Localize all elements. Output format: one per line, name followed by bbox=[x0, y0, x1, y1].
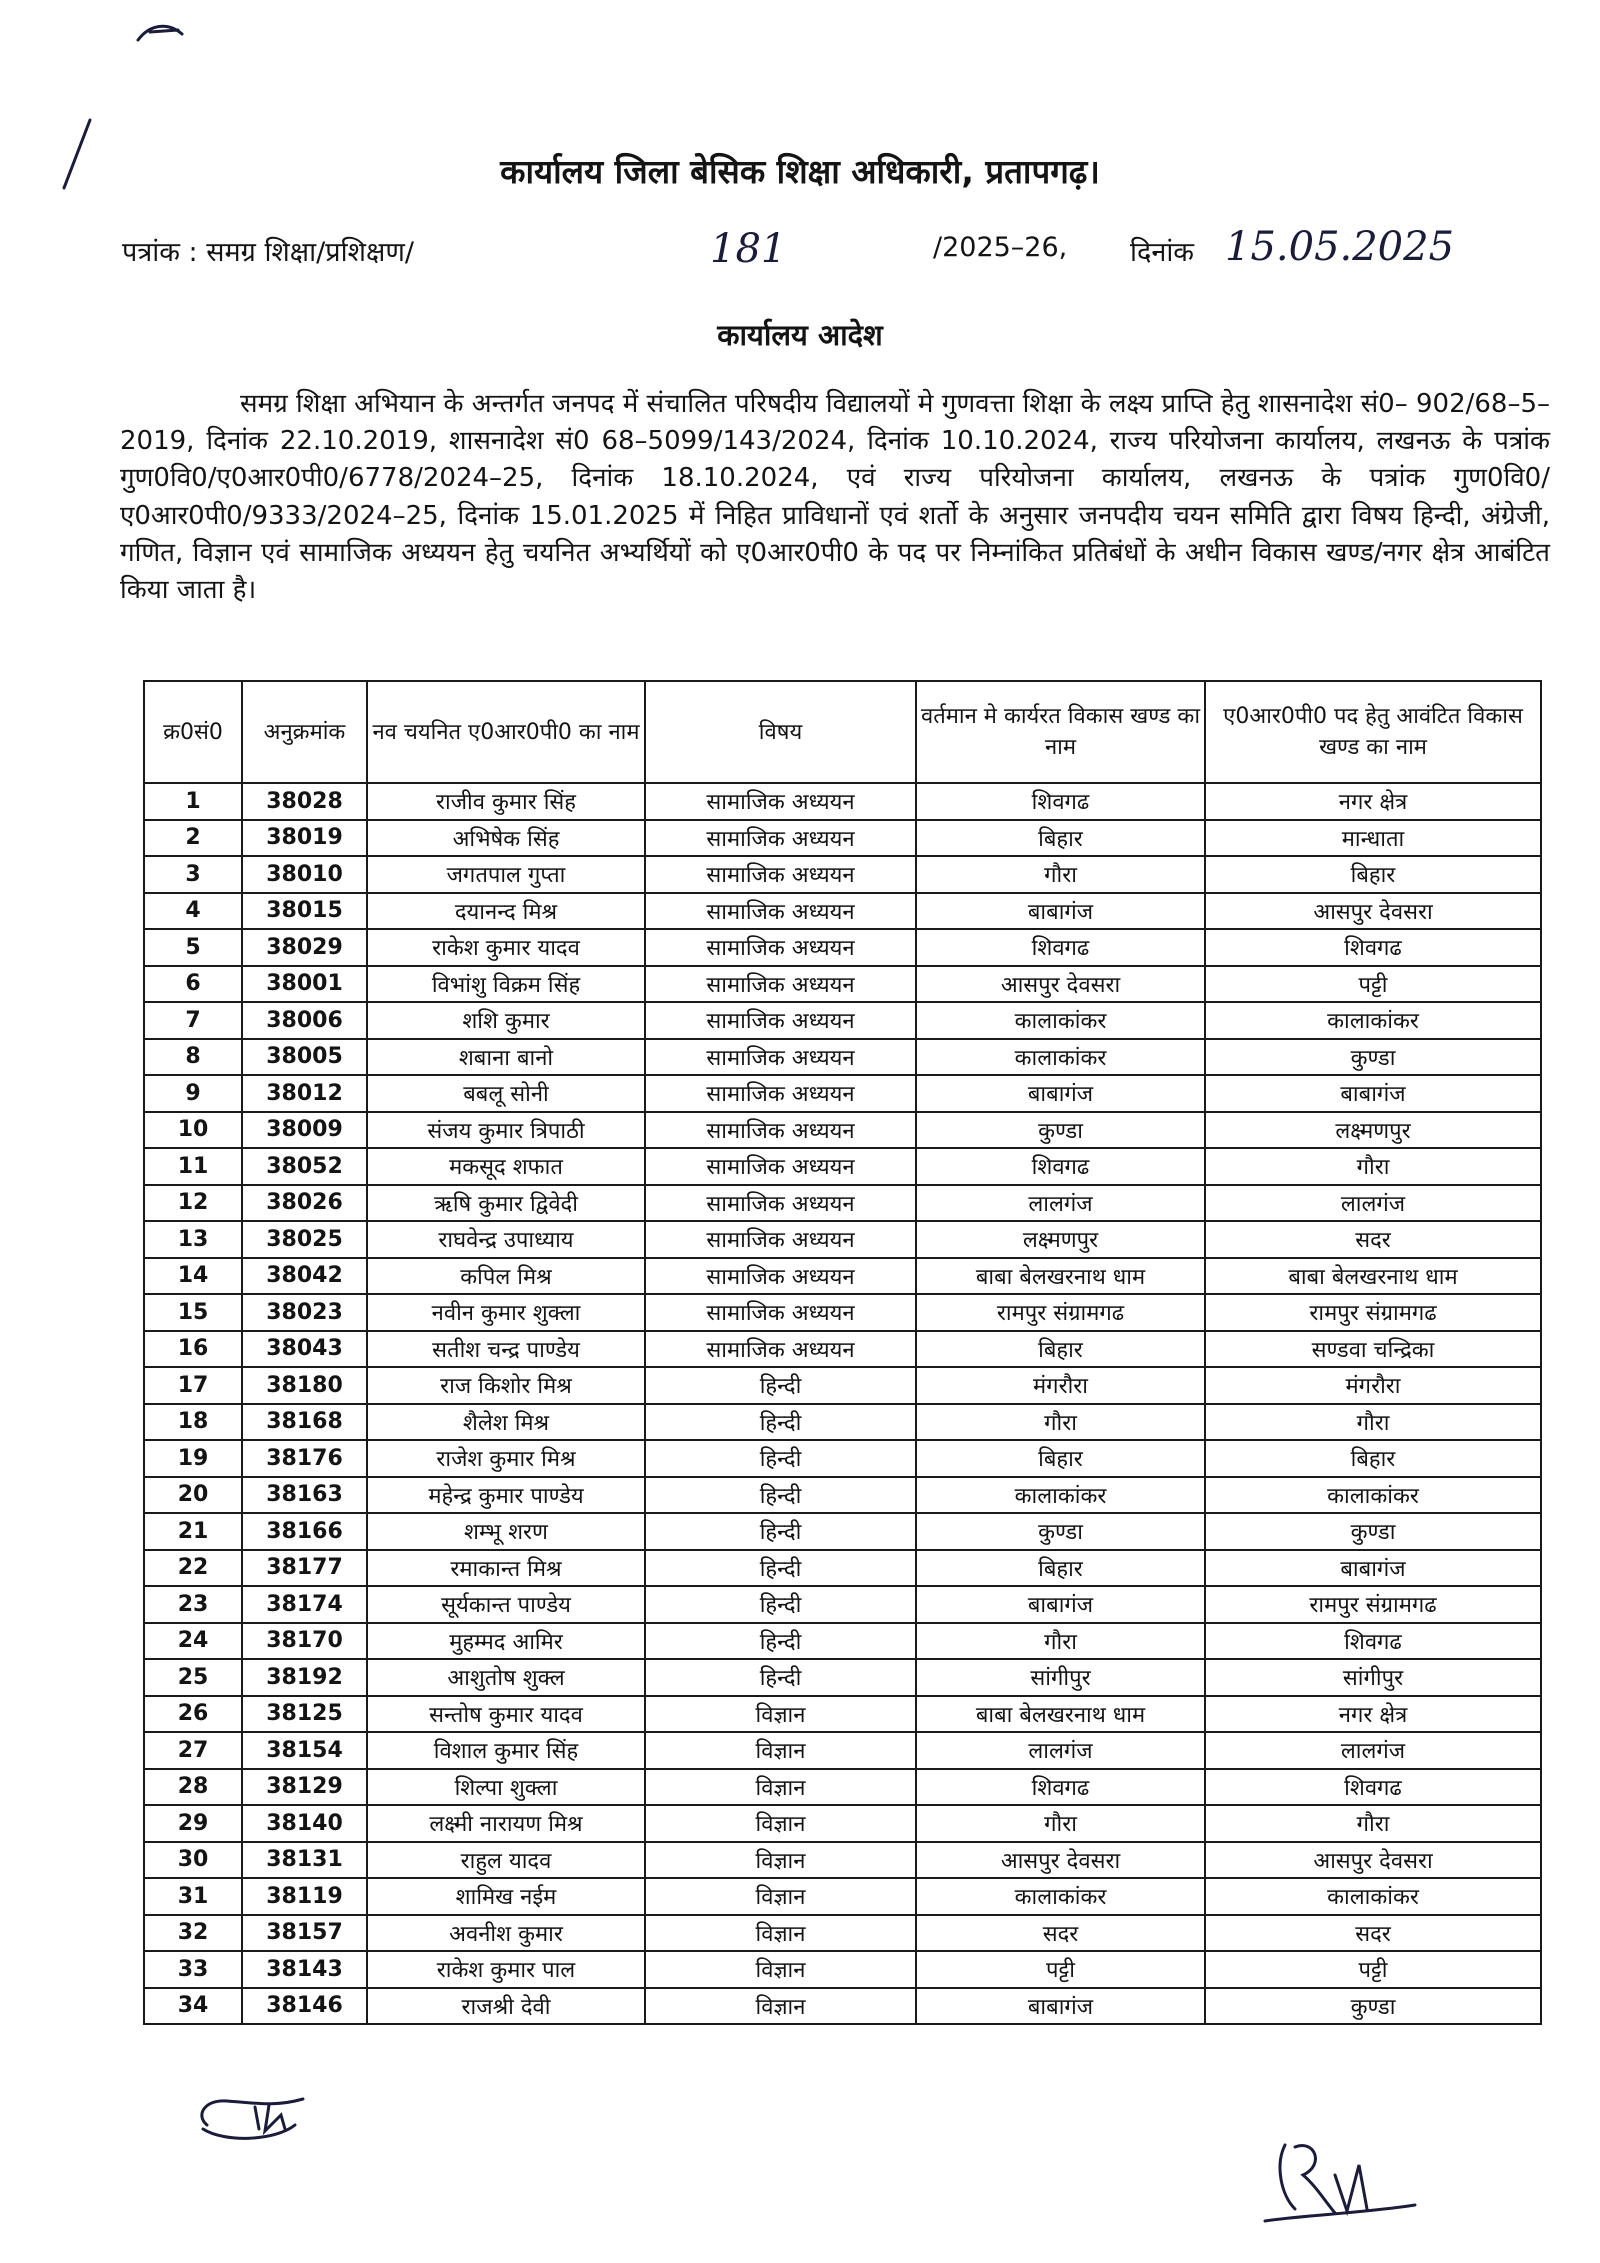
table-row bbox=[144, 1440, 1541, 1477]
table-row bbox=[144, 1769, 1541, 1806]
row-allotted-block: सण्डवा चन्द्रिका bbox=[1205, 1331, 1541, 1368]
table-header-row bbox=[144, 681, 1541, 783]
order-heading: कार्यालय आदेश bbox=[717, 318, 883, 352]
row-roll-number: 38043 bbox=[242, 1331, 367, 1368]
row-roll-number: 38163 bbox=[242, 1477, 367, 1514]
table-row bbox=[144, 966, 1541, 1003]
row-subject: सामाजिक अध्ययन bbox=[645, 1075, 916, 1112]
row-name: नवीन कुमार शुक्ला bbox=[367, 1294, 645, 1331]
row-roll-number: 38125 bbox=[242, 1696, 367, 1733]
row-roll-number: 38119 bbox=[242, 1878, 367, 1915]
row-serial: 5 bbox=[144, 929, 242, 966]
row-roll-number: 38143 bbox=[242, 1951, 367, 1988]
row-subject: सामाजिक अध्ययन bbox=[645, 1148, 916, 1185]
row-subject: हिन्दी bbox=[645, 1550, 916, 1587]
row-current-block: बिहार bbox=[916, 1440, 1205, 1477]
row-subject: सामाजिक अध्ययन bbox=[645, 1185, 916, 1222]
row-subject: सामाजिक अध्ययन bbox=[645, 1294, 916, 1331]
row-subject: सामाजिक अध्ययन bbox=[645, 1331, 916, 1368]
table-row bbox=[144, 1075, 1541, 1112]
row-name: शिल्पा शुक्ला bbox=[367, 1769, 645, 1806]
row-serial: 3 bbox=[144, 856, 242, 893]
row-name: जगतपाल गुप्ता bbox=[367, 856, 645, 893]
row-allotted-block: पट्टी bbox=[1205, 1951, 1541, 1988]
row-current-block: शिवगढ bbox=[916, 929, 1205, 966]
row-allotted-block: कालाकांकर bbox=[1205, 1002, 1541, 1039]
row-serial: 18 bbox=[144, 1404, 242, 1441]
row-roll-number: 38012 bbox=[242, 1075, 367, 1112]
row-allotted-block: लक्ष्मणपुर bbox=[1205, 1112, 1541, 1149]
row-subject: सामाजिक अध्ययन bbox=[645, 893, 916, 930]
row-allotted-block: गौरा bbox=[1205, 1148, 1541, 1185]
row-name: बबलू सोनी bbox=[367, 1075, 645, 1112]
row-current-block: मंगरौरा bbox=[916, 1367, 1205, 1404]
row-allotted-block: रामपुर संग्रामगढ bbox=[1205, 1586, 1541, 1623]
table-row bbox=[144, 1586, 1541, 1623]
row-roll-number: 38005 bbox=[242, 1039, 367, 1076]
row-subject: विज्ञान bbox=[645, 1878, 916, 1915]
row-serial: 26 bbox=[144, 1696, 242, 1733]
header-roll-number: अनुक्रमांक bbox=[242, 681, 367, 783]
row-subject: हिन्दी bbox=[645, 1367, 916, 1404]
row-allotted-block: लालगंज bbox=[1205, 1732, 1541, 1769]
row-roll-number: 38025 bbox=[242, 1221, 367, 1258]
row-roll-number: 38028 bbox=[242, 783, 367, 820]
row-subject: हिन्दी bbox=[645, 1623, 916, 1660]
row-name: शशि कुमार bbox=[367, 1002, 645, 1039]
row-allotted-block: कुण्डा bbox=[1205, 1513, 1541, 1550]
row-subject: सामाजिक अध्ययन bbox=[645, 1112, 916, 1149]
row-roll-number: 38180 bbox=[242, 1367, 367, 1404]
row-allotted-block: शिवगढ bbox=[1205, 929, 1541, 966]
table-row bbox=[144, 1002, 1541, 1039]
row-serial: 27 bbox=[144, 1732, 242, 1769]
row-name: शैलेश मिश्र bbox=[367, 1404, 645, 1441]
row-name: राजीव कुमार सिंह bbox=[367, 783, 645, 820]
row-name: सतीश चन्द्र पाण्डेय bbox=[367, 1331, 645, 1368]
row-allotted-block: कालाकांकर bbox=[1205, 1878, 1541, 1915]
row-serial: 19 bbox=[144, 1440, 242, 1477]
date-value: 15.05.2025 bbox=[1225, 224, 1455, 270]
row-current-block: सांगीपुर bbox=[916, 1659, 1205, 1696]
row-name: राघवेन्द्र उपाध्याय bbox=[367, 1221, 645, 1258]
row-current-block: लालगंज bbox=[916, 1185, 1205, 1222]
row-subject: सामाजिक अध्ययन bbox=[645, 929, 916, 966]
row-subject: विज्ञान bbox=[645, 1842, 916, 1879]
row-serial: 8 bbox=[144, 1039, 242, 1076]
row-allotted-block: बिहार bbox=[1205, 1440, 1541, 1477]
row-serial: 12 bbox=[144, 1185, 242, 1222]
row-allotted-block: बिहार bbox=[1205, 856, 1541, 893]
row-name: राकेश कुमार यादव bbox=[367, 929, 645, 966]
row-allotted-block: गौरा bbox=[1205, 1805, 1541, 1842]
row-current-block: बाबा बेलखरनाथ धाम bbox=[916, 1696, 1205, 1733]
row-subject: हिन्दी bbox=[645, 1586, 916, 1623]
row-serial: 34 bbox=[144, 1988, 242, 2025]
row-current-block: कालाकांकर bbox=[916, 1002, 1205, 1039]
row-name: ऋषि कुमार द्विवेदी bbox=[367, 1185, 645, 1222]
row-allotted-block: बाबागंज bbox=[1205, 1075, 1541, 1112]
row-name: शम्भू शरण bbox=[367, 1513, 645, 1550]
row-current-block: कालाकांकर bbox=[916, 1878, 1205, 1915]
table-row bbox=[144, 1988, 1541, 2025]
table-row bbox=[144, 1112, 1541, 1149]
row-allotted-block: सदर bbox=[1205, 1221, 1541, 1258]
row-roll-number: 38001 bbox=[242, 966, 367, 1003]
row-current-block: बाबागंज bbox=[916, 1988, 1205, 2025]
row-name: मकसूद शफात bbox=[367, 1148, 645, 1185]
allocation-table bbox=[143, 680, 1540, 2025]
row-subject: विज्ञान bbox=[645, 1805, 916, 1842]
row-allotted-block: गौरा bbox=[1205, 1404, 1541, 1441]
row-current-block: गौरा bbox=[916, 1623, 1205, 1660]
table-row bbox=[144, 929, 1541, 966]
row-roll-number: 38052 bbox=[242, 1148, 367, 1185]
row-name: सन्तोष कुमार यादव bbox=[367, 1696, 645, 1733]
row-current-block: बाबागंज bbox=[916, 1075, 1205, 1112]
row-allotted-block: शिवगढ bbox=[1205, 1769, 1541, 1806]
row-serial: 31 bbox=[144, 1878, 242, 1915]
table-row bbox=[144, 1659, 1541, 1696]
table-row bbox=[144, 1951, 1541, 1988]
row-name: महेन्द्र कुमार पाण्डेय bbox=[367, 1477, 645, 1514]
row-subject: विज्ञान bbox=[645, 1696, 916, 1733]
row-subject: सामाजिक अध्ययन bbox=[645, 820, 916, 857]
row-current-block: बाबागंज bbox=[916, 1586, 1205, 1623]
header-current-block: वर्तमान मे कार्यरत विकास खण्ड का नाम bbox=[916, 681, 1205, 783]
table-row bbox=[144, 1404, 1541, 1441]
table-row bbox=[144, 1513, 1541, 1550]
row-roll-number: 38009 bbox=[242, 1112, 367, 1149]
row-serial: 20 bbox=[144, 1477, 242, 1514]
row-roll-number: 38177 bbox=[242, 1550, 367, 1587]
row-serial: 14 bbox=[144, 1258, 242, 1295]
table-row bbox=[144, 1732, 1541, 1769]
row-serial: 33 bbox=[144, 1951, 242, 1988]
row-serial: 13 bbox=[144, 1221, 242, 1258]
table-row bbox=[144, 1550, 1541, 1587]
row-allotted-block: सांगीपुर bbox=[1205, 1659, 1541, 1696]
row-current-block: गौरा bbox=[916, 1404, 1205, 1441]
row-name: राकेश कुमार पाल bbox=[367, 1951, 645, 1988]
row-roll-number: 38042 bbox=[242, 1258, 367, 1295]
row-serial: 2 bbox=[144, 820, 242, 857]
table-row bbox=[144, 1258, 1541, 1295]
row-current-block: कालाकांकर bbox=[916, 1039, 1205, 1076]
row-roll-number: 38157 bbox=[242, 1915, 367, 1952]
row-serial: 10 bbox=[144, 1112, 242, 1149]
table-row bbox=[144, 1805, 1541, 1842]
row-allotted-block: मंगरौरा bbox=[1205, 1367, 1541, 1404]
row-current-block: कुण्डा bbox=[916, 1112, 1205, 1149]
row-current-block: रामपुर संग्रामगढ bbox=[916, 1294, 1205, 1331]
row-serial: 1 bbox=[144, 783, 242, 820]
row-subject: विज्ञान bbox=[645, 1951, 916, 1988]
table-row bbox=[144, 1367, 1541, 1404]
officer-signature bbox=[1255, 2125, 1425, 2235]
row-serial: 21 bbox=[144, 1513, 242, 1550]
row-allotted-block: मान्धाता bbox=[1205, 820, 1541, 857]
row-subject: सामाजिक अध्ययन bbox=[645, 966, 916, 1003]
row-name: संजय कुमार त्रिपाठी bbox=[367, 1112, 645, 1149]
pen-mark bbox=[120, 10, 200, 50]
row-subject: हिन्दी bbox=[645, 1513, 916, 1550]
row-serial: 6 bbox=[144, 966, 242, 1003]
row-serial: 25 bbox=[144, 1659, 242, 1696]
row-name: रमाकान्त मिश्र bbox=[367, 1550, 645, 1587]
table-row bbox=[144, 1331, 1541, 1368]
row-serial: 32 bbox=[144, 1915, 242, 1952]
row-serial: 4 bbox=[144, 893, 242, 930]
table-body bbox=[144, 783, 1541, 2024]
row-current-block: बिहार bbox=[916, 820, 1205, 857]
initials-signature bbox=[185, 2085, 335, 2155]
row-subject: विज्ञान bbox=[645, 1732, 916, 1769]
row-subject: सामाजिक अध्ययन bbox=[645, 856, 916, 893]
row-serial: 11 bbox=[144, 1148, 242, 1185]
table-row bbox=[144, 856, 1541, 893]
order-body bbox=[120, 386, 1550, 609]
row-current-block: गौरा bbox=[916, 1805, 1205, 1842]
row-subject: हिन्दी bbox=[645, 1477, 916, 1514]
row-roll-number: 38154 bbox=[242, 1732, 367, 1769]
row-name: राज किशोर मिश्र bbox=[367, 1367, 645, 1404]
table-row bbox=[144, 1221, 1541, 1258]
row-name: सूर्यकान्त पाण्डेय bbox=[367, 1586, 645, 1623]
row-current-block: बाबागंज bbox=[916, 893, 1205, 930]
row-allotted-block: नगर क्षेत्र bbox=[1205, 783, 1541, 820]
row-serial: 28 bbox=[144, 1769, 242, 1806]
date-label: दिनांक bbox=[1130, 237, 1195, 268]
row-allotted-block: सदर bbox=[1205, 1915, 1541, 1952]
row-subject: विज्ञान bbox=[645, 1988, 916, 2025]
row-serial: 23 bbox=[144, 1586, 242, 1623]
row-current-block: आसपुर देवसरा bbox=[916, 1842, 1205, 1879]
row-allotted-block: आसपुर देवसरा bbox=[1205, 1842, 1541, 1879]
row-serial: 22 bbox=[144, 1550, 242, 1587]
reference-number: 181 bbox=[710, 226, 787, 272]
reference-year: /2025–26, bbox=[933, 232, 1068, 263]
reference-prefix: पत्रांक : समग्र शिक्षा/प्रशिक्षण/ bbox=[122, 237, 414, 268]
row-allotted-block: बाबागंज bbox=[1205, 1550, 1541, 1587]
row-name: राजश्री देवी bbox=[367, 1988, 645, 2025]
table-row bbox=[144, 1294, 1541, 1331]
row-roll-number: 38168 bbox=[242, 1404, 367, 1441]
row-subject: विज्ञान bbox=[645, 1915, 916, 1952]
office-title: कार्यालय जिला बेसिक शिक्षा अधिकारी, प्रतापगढ़। bbox=[500, 152, 1100, 191]
row-current-block: बिहार bbox=[916, 1550, 1205, 1587]
row-serial: 7 bbox=[144, 1002, 242, 1039]
table-row bbox=[144, 893, 1541, 930]
order-body-text: समग्र शिक्षा अभियान के अन्तर्गत जनपद में संचालित परिषदीय विद्यालयों मे गुणवत्ता शिक्षा के लक्ष्य प्राप्ति हेतु शासनादेश सं0– 902/68–5–2019, दिनांक 22.10.2019, शासनादेश सं0 68–5099/143/2024, दिनांक 10.10.2024, राज्य परियोजना कार्यालय, लखनऊ के पत्रांक गुण0वि0/ए0आर0पी0/6778/2024–25, दिनांक 18.10.2024, एवं राज्य परियोजना कार्यालय, लखनऊ के पत्रांक गुण0वि0/ए0आर0पी0/9333/2024–25, दिनांक 15.01.2025 में निहित प्राविधानों एवं शर्तो के अनुसार जनपदीय चयन समिति द्वारा विषय हिन्दी, अंग्रेजी, गणित, विज्ञान एवं सामाजिक अध्ययन हेतु चयनित अभ्यर्थियों को ए0आर0पी0 के पद पर निम्नांकित प्रतिबंधों के अधीन विकास खण्ड/नगर क्षेत्र आबंटित किया जाता है। bbox=[120, 389, 1550, 606]
row-roll-number: 38015 bbox=[242, 893, 367, 930]
row-name: विशाल कुमार सिंह bbox=[367, 1732, 645, 1769]
row-roll-number: 38146 bbox=[242, 1988, 367, 2025]
table-row bbox=[144, 1185, 1541, 1222]
row-current-block: पट्टी bbox=[916, 1951, 1205, 1988]
row-roll-number: 38010 bbox=[242, 856, 367, 893]
row-allotted-block: पट्टी bbox=[1205, 966, 1541, 1003]
row-serial: 16 bbox=[144, 1331, 242, 1368]
header-subject: विषय bbox=[645, 681, 916, 783]
row-roll-number: 38176 bbox=[242, 1440, 367, 1477]
table-row bbox=[144, 820, 1541, 857]
row-current-block: शिवगढ bbox=[916, 1769, 1205, 1806]
row-name: मुहम्मद आमिर bbox=[367, 1623, 645, 1660]
row-current-block: सदर bbox=[916, 1915, 1205, 1952]
row-serial: 17 bbox=[144, 1367, 242, 1404]
row-serial: 29 bbox=[144, 1805, 242, 1842]
row-roll-number: 38029 bbox=[242, 929, 367, 966]
row-allotted-block: बाबा बेलखरनाथ धाम bbox=[1205, 1258, 1541, 1295]
row-roll-number: 38006 bbox=[242, 1002, 367, 1039]
row-roll-number: 38192 bbox=[242, 1659, 367, 1696]
row-allotted-block: शिवगढ bbox=[1205, 1623, 1541, 1660]
table-row bbox=[144, 1039, 1541, 1076]
row-roll-number: 38131 bbox=[242, 1842, 367, 1879]
row-name: राहुल यादव bbox=[367, 1842, 645, 1879]
row-current-block: लालगंज bbox=[916, 1732, 1205, 1769]
row-serial: 24 bbox=[144, 1623, 242, 1660]
row-roll-number: 38019 bbox=[242, 820, 367, 857]
row-roll-number: 38023 bbox=[242, 1294, 367, 1331]
table-row bbox=[144, 1915, 1541, 1952]
row-roll-number: 38026 bbox=[242, 1185, 367, 1222]
header-allotted-block: ए0आर0पी0 पद हेतु आवंटित विकास खण्ड का नाम bbox=[1205, 681, 1541, 783]
row-current-block: कालाकांकर bbox=[916, 1477, 1205, 1514]
table-row bbox=[144, 1148, 1541, 1185]
row-current-block: बाबा बेलखरनाथ धाम bbox=[916, 1258, 1205, 1295]
row-serial: 30 bbox=[144, 1842, 242, 1879]
row-roll-number: 38170 bbox=[242, 1623, 367, 1660]
row-name: शबाना बानो bbox=[367, 1039, 645, 1076]
row-subject: हिन्दी bbox=[645, 1440, 916, 1477]
row-roll-number: 38140 bbox=[242, 1805, 367, 1842]
table-row bbox=[144, 1842, 1541, 1879]
table-row bbox=[144, 1878, 1541, 1915]
header-serial: क्र0सं0 bbox=[144, 681, 242, 783]
row-serial: 15 bbox=[144, 1294, 242, 1331]
row-roll-number: 38174 bbox=[242, 1586, 367, 1623]
table-row bbox=[144, 783, 1541, 820]
row-subject: हिन्दी bbox=[645, 1404, 916, 1441]
row-subject: सामाजिक अध्ययन bbox=[645, 1002, 916, 1039]
row-name: राजेश कुमार मिश्र bbox=[367, 1440, 645, 1477]
row-subject: सामाजिक अध्ययन bbox=[645, 1039, 916, 1076]
row-name: कपिल मिश्र bbox=[367, 1258, 645, 1295]
row-current-block: गौरा bbox=[916, 856, 1205, 893]
row-allotted-block: कुण्डा bbox=[1205, 1039, 1541, 1076]
row-name: लक्ष्मी नारायण मिश्र bbox=[367, 1805, 645, 1842]
row-allotted-block: नगर क्षेत्र bbox=[1205, 1696, 1541, 1733]
row-roll-number: 38129 bbox=[242, 1769, 367, 1806]
row-name: अभिषेक सिंह bbox=[367, 820, 645, 857]
row-current-block: लक्ष्मणपुर bbox=[916, 1221, 1205, 1258]
table-row bbox=[144, 1477, 1541, 1514]
header-name: नव चयनित ए0आर0पी0 का नाम bbox=[367, 681, 645, 783]
row-subject: सामाजिक अध्ययन bbox=[645, 1221, 916, 1258]
row-current-block: शिवगढ bbox=[916, 783, 1205, 820]
row-serial: 9 bbox=[144, 1075, 242, 1112]
row-roll-number: 38166 bbox=[242, 1513, 367, 1550]
row-subject: हिन्दी bbox=[645, 1659, 916, 1696]
row-allotted-block: कुण्डा bbox=[1205, 1988, 1541, 2025]
row-current-block: आसपुर देवसरा bbox=[916, 966, 1205, 1003]
row-name: दयानन्द मिश्र bbox=[367, 893, 645, 930]
row-name: अवनीश कुमार bbox=[367, 1915, 645, 1952]
row-current-block: बिहार bbox=[916, 1331, 1205, 1368]
row-name: शामिख नईम bbox=[367, 1878, 645, 1915]
row-subject: सामाजिक अध्ययन bbox=[645, 1258, 916, 1295]
row-subject: विज्ञान bbox=[645, 1769, 916, 1806]
row-name: विभांशु विक्रम सिंह bbox=[367, 966, 645, 1003]
table-row bbox=[144, 1623, 1541, 1660]
row-allotted-block: रामपुर संग्रामगढ bbox=[1205, 1294, 1541, 1331]
row-name: आशुतोष शुक्ल bbox=[367, 1659, 645, 1696]
row-allotted-block: कालाकांकर bbox=[1205, 1477, 1541, 1514]
row-subject: सामाजिक अध्ययन bbox=[645, 783, 916, 820]
row-allotted-block: आसपुर देवसरा bbox=[1205, 893, 1541, 930]
row-allotted-block: लालगंज bbox=[1205, 1185, 1541, 1222]
row-current-block: कुण्डा bbox=[916, 1513, 1205, 1550]
table-row bbox=[144, 1696, 1541, 1733]
row-current-block: शिवगढ bbox=[916, 1148, 1205, 1185]
